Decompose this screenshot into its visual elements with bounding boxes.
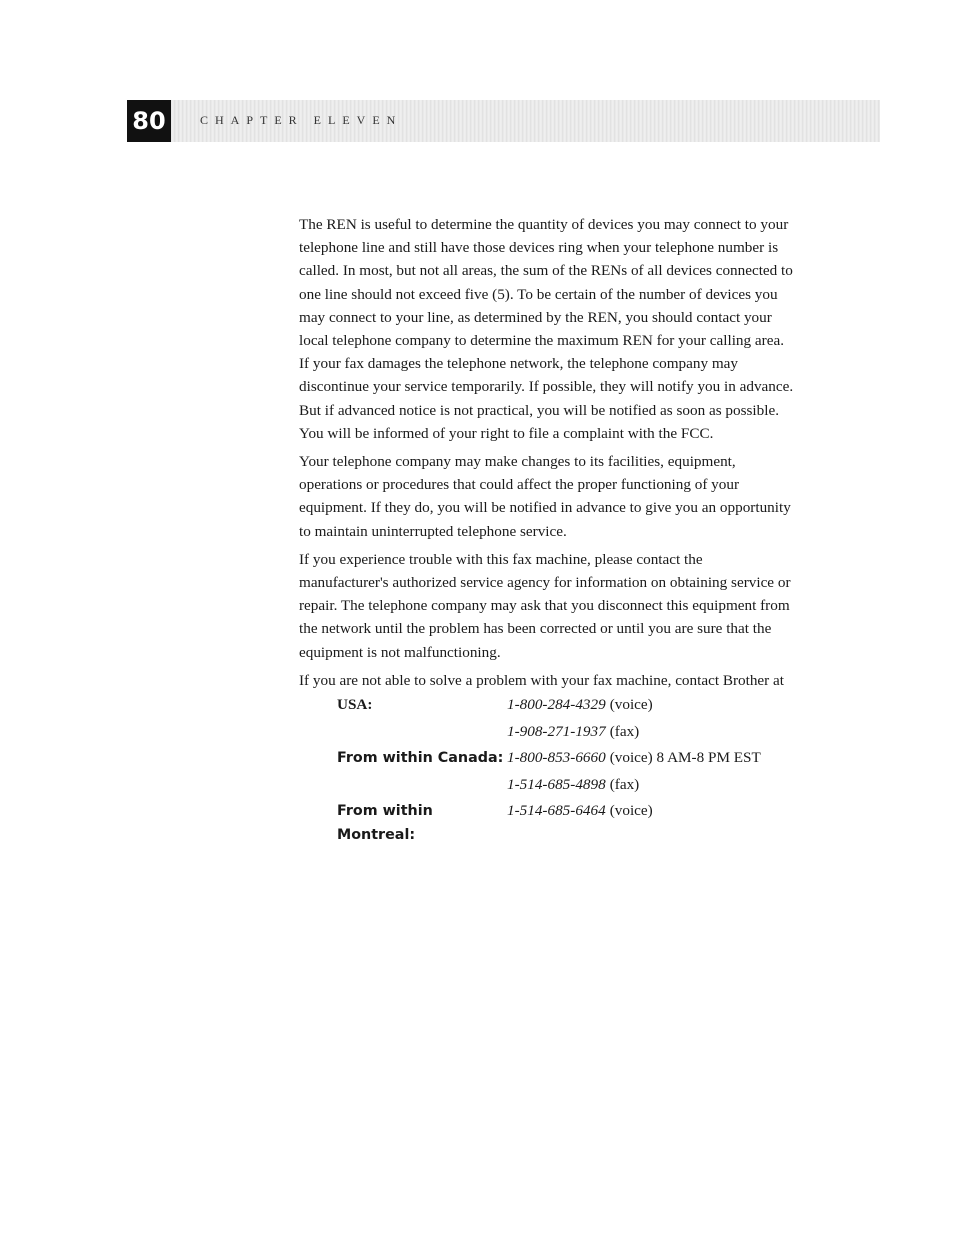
contact-row: [299, 746, 794, 773]
contact-label: From within Montreal:: [337, 803, 433, 843]
phone-note: (voice): [609, 696, 653, 714]
contact-row: [299, 773, 794, 800]
phone-note: (voice): [609, 802, 653, 820]
paragraph-ren: The REN is useful to determine the quantity of devices you may connect to your telephone line and still have those devices ring when your telephone number is called. In most, but not all areas, the sum of the RENs of all devices connected to one line should not exceed five (5). To be certain of the number of devices you may connect to your line, as determined by the REN, you should contact your local telephone company to determine the maximum REN for your calling area. If your fax damages the telephone network, the telephone company may discontinue your service temporarily. If possible, they will notify you in advance. But if advanced notice is not practical, you will be notified as soon as possible. You will be informed of your right to file a complaint with the FCC.: [299, 216, 794, 442]
page-body: [299, 213, 794, 843]
phone-number: 1-908-271-1937: [507, 722, 606, 740]
paragraph-trouble: If you experience trouble with this fax machine, please contact the manufacturer's authorized service agency for information on obtaining service or repair. The telephone company may ask that you disconnect this equipment from the network until the problem has been corrected or until you are sure that the equipment is not malfunctioning.: [299, 550, 791, 661]
phone-note: (fax): [609, 775, 640, 793]
phone-number: 1-514-685-6464: [507, 802, 606, 820]
phone-number: 1-514-685-4898: [507, 775, 606, 793]
contact-row: [299, 693, 794, 720]
phone-note: (fax): [609, 722, 640, 740]
chapter-label: CHAPTER ELEVEN: [200, 113, 403, 127]
contact-label: From within Canada:: [337, 750, 504, 767]
paragraph-contact-intro: If you are not able to solve a problem with your fax machine, contact Brother at: [299, 671, 784, 689]
contact-list: [299, 693, 794, 843]
phone-note: (voice) 8 AM-8 PM EST: [609, 749, 761, 767]
page-number: 80: [127, 100, 171, 142]
contact-label: USA:: [337, 696, 373, 714]
paragraph-changes: Your telephone company may make changes to its facilities, equipment, operations or procedures that could affect the proper functioning of your equipment. If they do, you will be notified in advance to give you an opportunity to maintain uninterrupted telephone service.: [299, 453, 791, 540]
phone-number: 1-800-853-6660: [507, 749, 606, 767]
contact-row: [299, 720, 794, 747]
phone-number: 1-800-284-4329: [507, 696, 606, 714]
contact-row: [299, 799, 794, 843]
